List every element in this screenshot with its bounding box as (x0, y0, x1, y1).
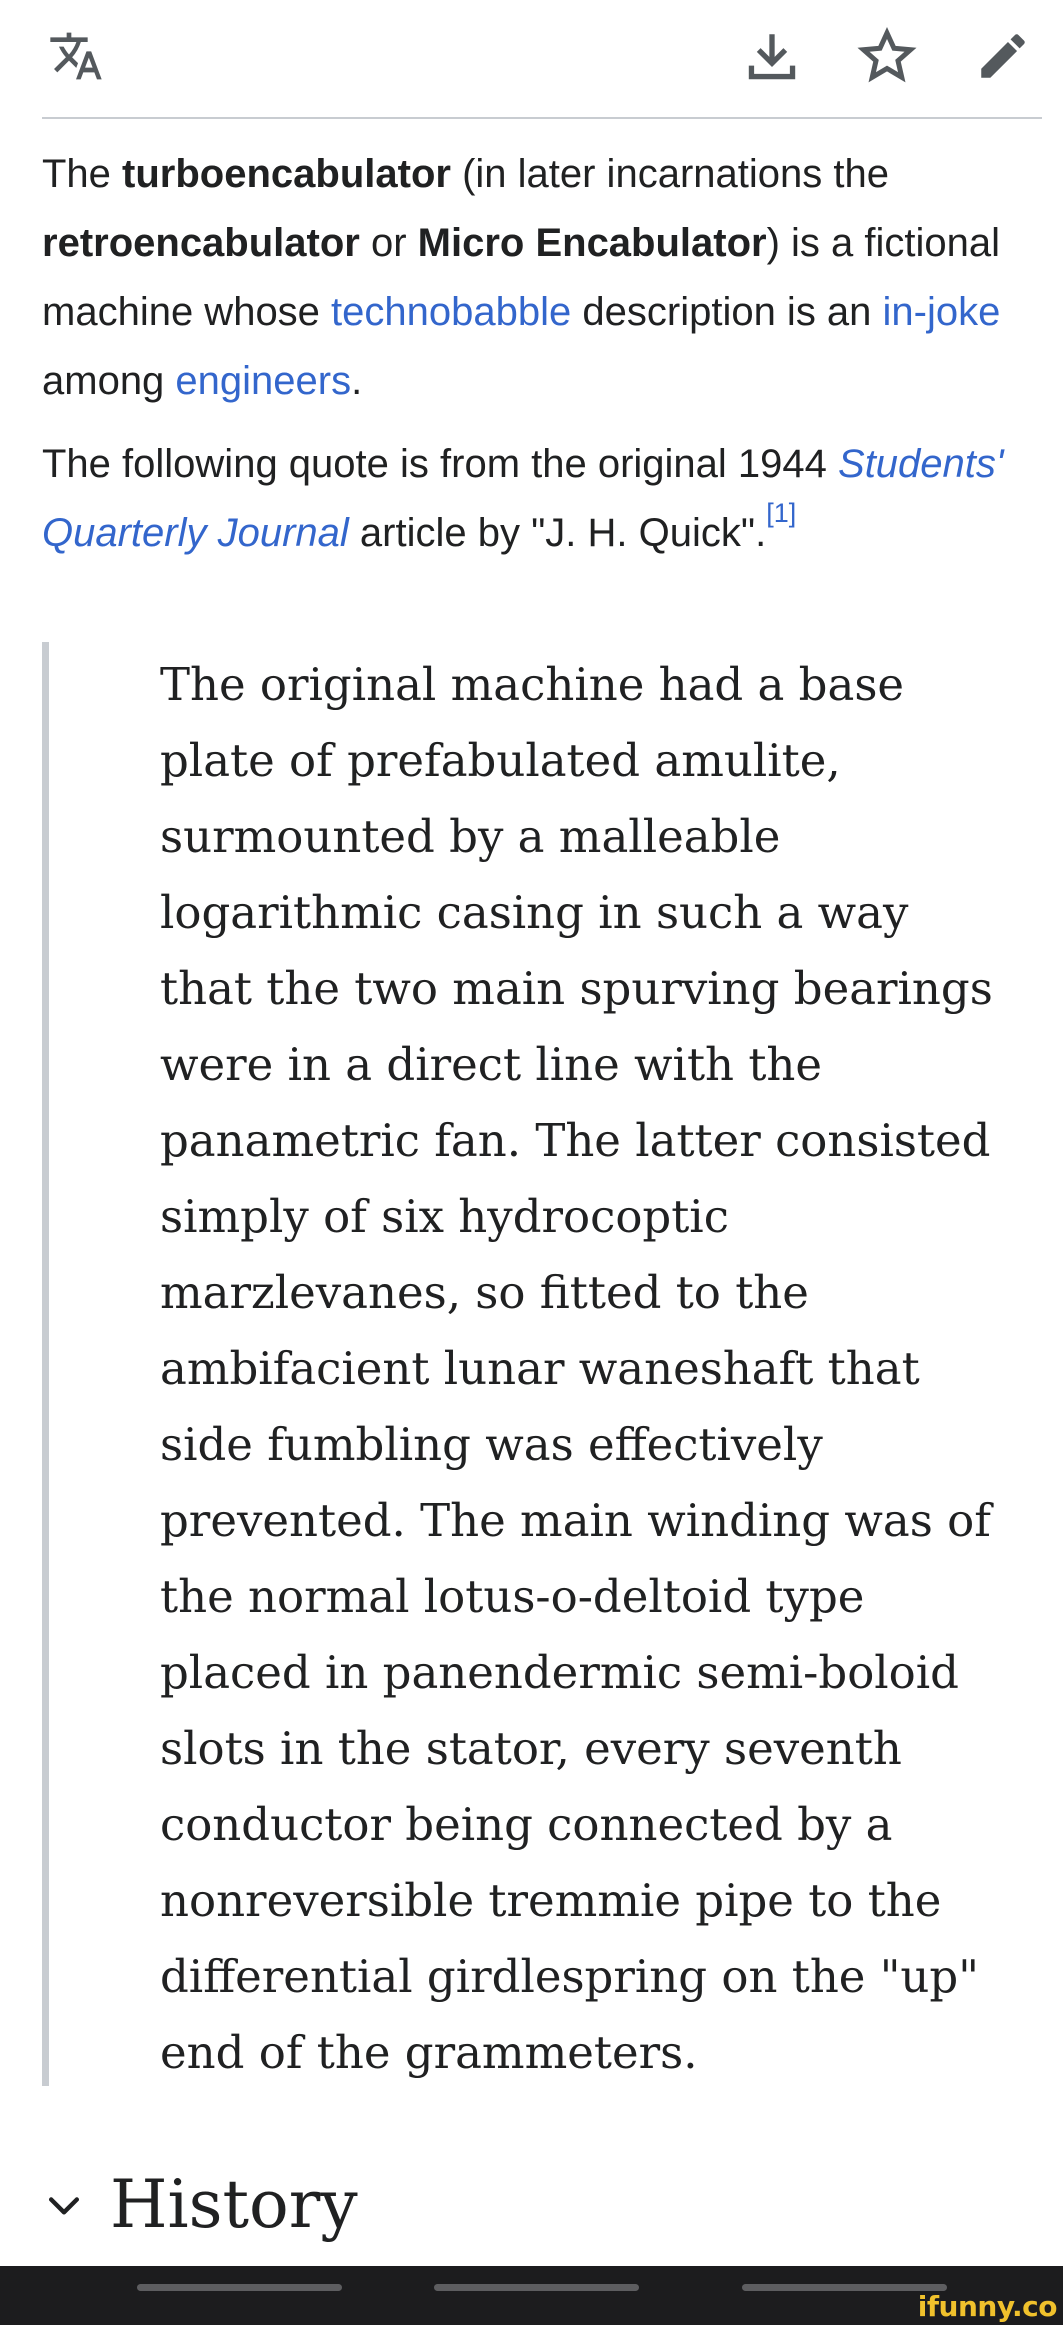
section-title: History (110, 2166, 358, 2243)
quote-text: The original machine had a base plate of prefabulated amulite, surmounted by a malleable logarithmic casing in such a way that the two main spurving bearings were in a direct line with the panametric fan. The latter consisted simply of six hydrocoptic marzlevanes, so fitted to the ambifacient lunar waneshaft that side fumbling was effectively prevented. The main winding was of the normal lotus-o-deltoid type placed in panendermic semi-boloid slots in the stator, every seventh conductor being connected by a nonreversible tremmie pipe to the differential girdlespring on the "up" end of the grammeters. (160, 658, 993, 2079)
nav-gesture-pill (742, 2284, 947, 2291)
source-paragraph: The following quote is from the original 1944 Students' Quarterly Journal article by "J. H. Quick".[1] (42, 442, 1004, 555)
intro-paragraph: The turboencabulator (in later incarnations the retroencabulator or Micro Encabulator) is a fictional machine whose technobabble description is an in-joke among engineers. (42, 152, 1001, 403)
term-micro-encabulator: Micro Encabulator (417, 221, 767, 265)
term-turboencabulator: turboencabulator (122, 152, 451, 196)
nav-gesture-pill (434, 2284, 639, 2291)
article-body (42, 140, 1032, 568)
star-icon[interactable] (855, 24, 919, 88)
system-navigation-bar (0, 2266, 1063, 2325)
page-toolbar (0, 0, 1063, 118)
blockquote (42, 642, 1002, 2086)
term-retroencabulator: retroencabulator (42, 221, 360, 265)
section-history-header[interactable] (42, 2160, 358, 2250)
link-in-joke[interactable]: in-joke (882, 290, 1001, 334)
toolbar-divider (42, 117, 1042, 119)
translate-icon[interactable] (44, 24, 108, 88)
edit-icon[interactable] (971, 24, 1035, 88)
watermark-logo: ifunny.co (917, 2290, 1057, 2323)
download-icon[interactable] (740, 24, 804, 88)
link-students-quarterly-journal[interactable]: Students' Quarterly Journal (42, 442, 1004, 555)
chevron-down-icon[interactable] (42, 2182, 88, 2228)
link-engineers[interactable]: engineers (175, 359, 352, 403)
nav-gesture-pill (137, 2284, 342, 2291)
reference-link[interactable]: [1] (766, 498, 797, 528)
link-technobabble[interactable]: technobabble (331, 290, 572, 334)
